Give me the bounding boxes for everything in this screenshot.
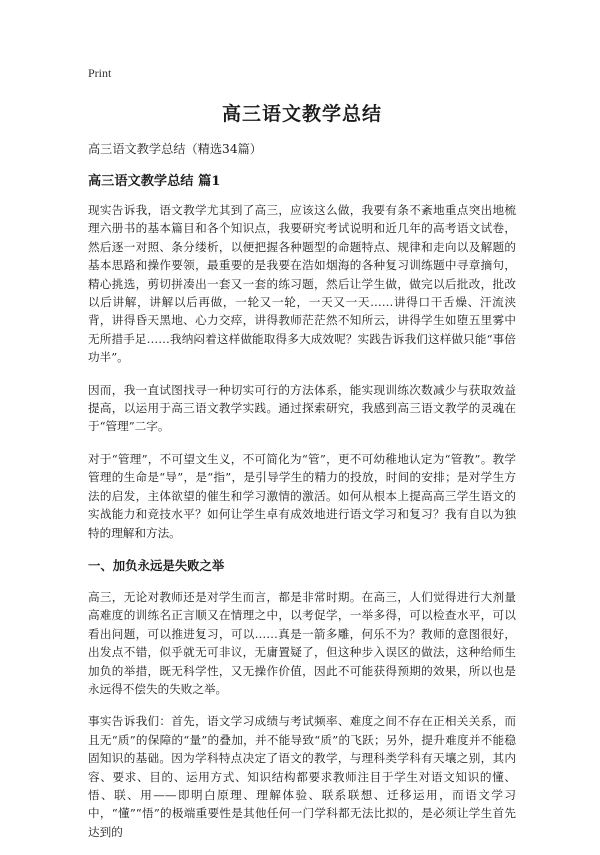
paragraph-4: 高三，无论对教师还是对学生而言，都是非常时期。在高三，人们觉得进行大剂量高难度的训练名正言顺又在情理之中，以考促学，一举多得，可以检查水平，可以看出问题，可以推进复习，可以……真是一箭多雕，何乐不为？教师的意图很好，出发点不错，似乎就无可非议，无庸置疑了，但这种步入误区的做法，这种给师生加负的举措，既无科学性，又无操作价值，因此不可能获得预期的效果，所以也是永远得不偿失的失败之举。 (88, 589, 516, 696)
document-page (88, 66, 516, 855)
paragraph-5: 事实告诉我们：首先，语文学习成绩与考试频率、难度之间不存在正相关关系，而且无“质”的保障的“量”的叠加，并不能导致“质”的飞跃；另外，提升难度并不能稳固知识的基础。因为学科特点决定了语文的教学，与理科类学科有天壤之别，其内容、要求、目的、运用方式、知识结构都要求教师注目于学生对语文知识的懂、悟、联、用——即明白原理、理解体验、联系联想、迁移运用，而语文学习中，“懂”“悟”的极端重要性是其他任何一门学科都无法比拟的，是必须让学生首先达到的 (88, 714, 516, 839)
paragraph-2: 因而，我一直试图找寻一种切实可行的方法体系，能实现训练次数减少与获取效益提高，以运用于高三语文教学实践。通过探索研究，我感到高三语文教学的灵魂在于“管理”二字。 (88, 382, 516, 434)
print-link[interactable]: Print (88, 66, 112, 80)
section-title: 高三语文教学总结 篇1 (88, 174, 221, 189)
heading-1: 一、加负永远是失败之举 (88, 557, 225, 573)
document-subtitle: 高三语文教学总结（精选34篇） (88, 142, 262, 156)
paragraph-1: 现实告诉我，语文教学尤其到了高三，应该这么做，我要有条不紊地重点突出地梳理六册书的基本篇目和各个知识点，我要研究考试说明和近几年的高考语文试卷，然后逐一对照、条分缕析，以便把握各种题型的命题特点、规律和走向以及解题的基本思路和操作要领，最重要的是我要在浩如烟海的各种复习训练题中寻章摘句，精心挑选，剪切拼凑出一套又一套的练习题，然后让学生做，做完以后批改，批改以后讲解，讲解以后再做，一轮又一轮，一天又一天……讲得口干舌燥、汗流浃背，讲得昏天黑地、心力交瘁，讲得教师茫茫然不知所云，讲得学生如堕五里雾中无所措手足……我纳闷着这样做能取得多大成效呢？实践告诉我们这样做只能“事倍功半”。 (88, 203, 516, 365)
document-title: 高三语文教学总结 (221, 103, 382, 125)
paragraph-3: 对于“管理”，不可望文生义，不可简化为“管”，更不可幼稚地认定为“管教”。教学管理的生命是“导”，是“指”，是引导学生的精力的投放，时间的安排；是对学生方法的启发，主体欲望的催生和学习激情的激活。如何从根本上提高高三学生语文的实战能力和竞技水平？如何让学生卓有成效地进行语文学习和复习？我有自以为独特的理解和方法。 (88, 451, 516, 540)
